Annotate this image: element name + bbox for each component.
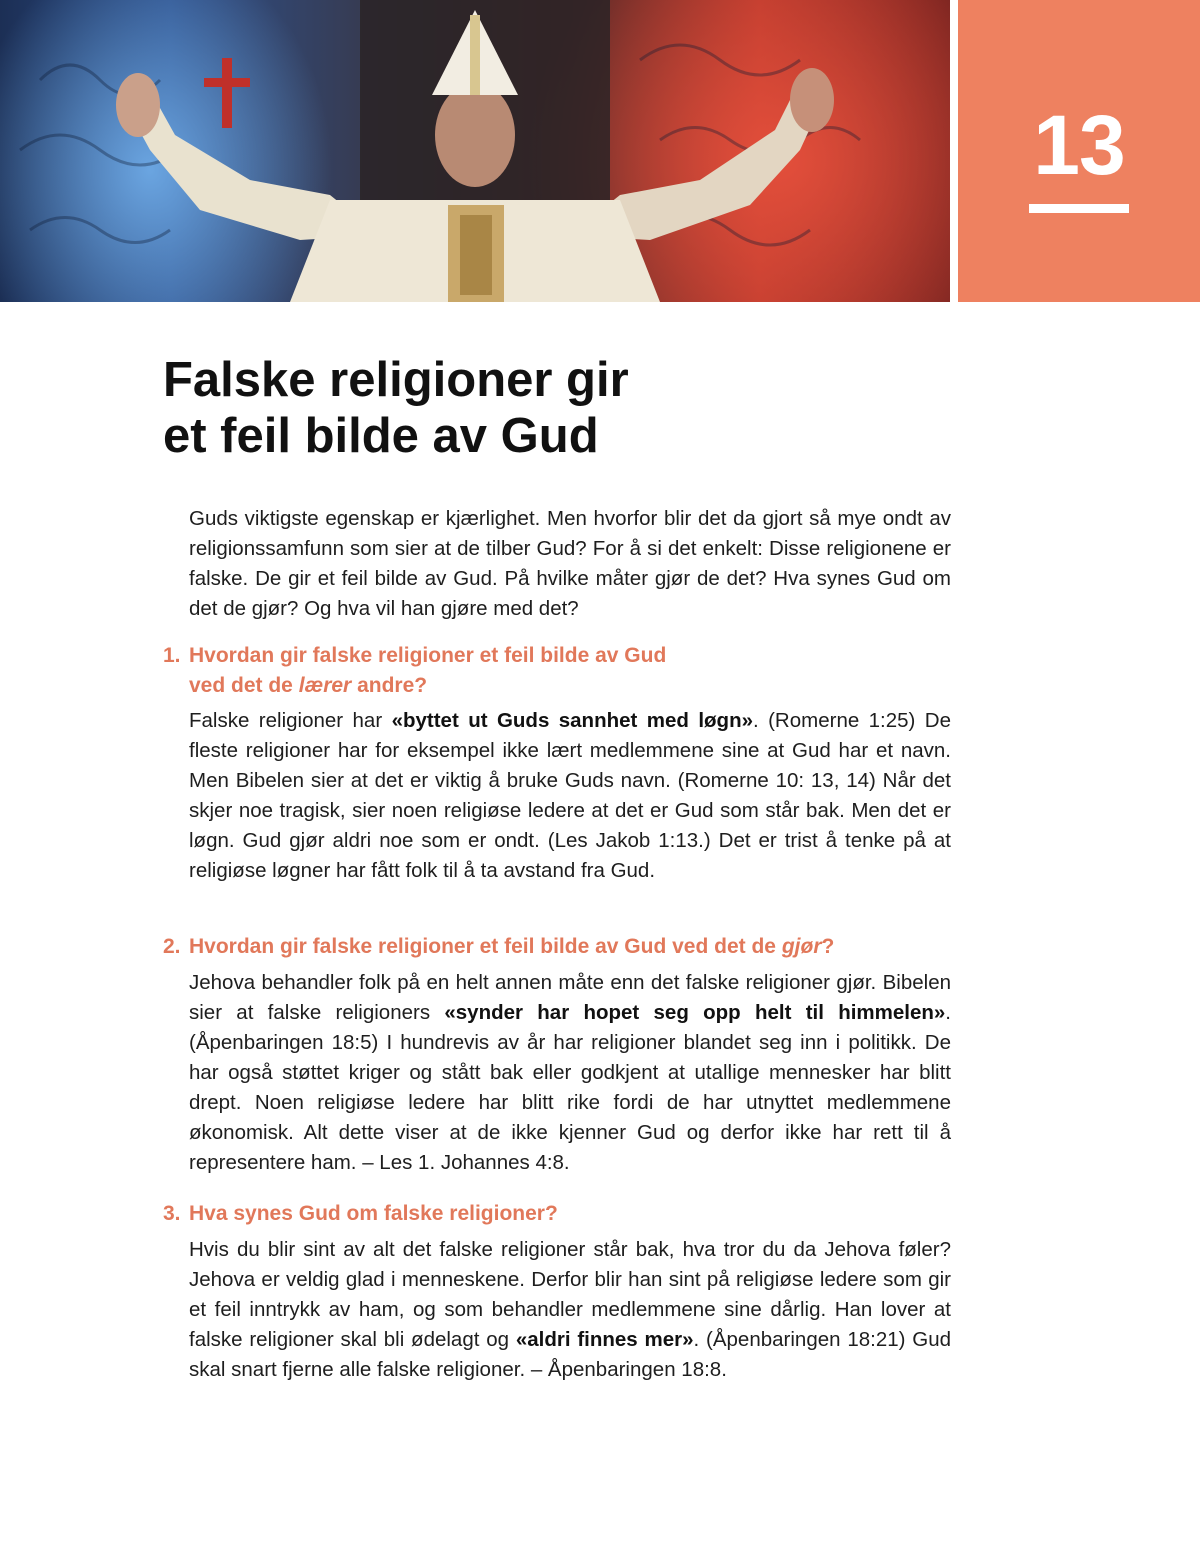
scripture-quote: «aldri finnes mer» [515, 1328, 694, 1351]
scripture-quote: «synder har hopet seg opp helt til himmelen» [444, 1001, 946, 1024]
answer-text: . (Åpenbaringen 18:5) I hundrevis av år har religioner blandet seg inn i politikk. De har også støttet kriger og stått bak eller godkjent at utallige mennesker har blitt drept. Noen religiøse ledere har blitt rike fordi de har utnyttet medlemmene økonomisk. Alt dette viser at de ikke kjenner Gud og derfor ikke har rett til å representere ham. – Les 1. Johannes 4:8. [189, 1001, 951, 1174]
answer-text: . (Åpenbaringen 18:21) Gud skal snart fjerne alle falske religioner. – Åpenbaringen 18:8. [189, 1328, 951, 1381]
question-text: Hva synes Gud om falske religioner? [189, 1202, 558, 1225]
question-text: Hvordan gir falske religioner et feil bilde av Gud [189, 644, 667, 667]
answer-text: Hvis du blir sint av alt det falske religioner står bak, hva tror du da Jehova føler? Jehova er veldig glad i menneskene. Derfor blir han sint på religiøse ledere som gir et feil inntrykk av ham, og som behandler medlemmene sine dårlig. Han lover at falske religioner skal bli ødelagt og [189, 1238, 951, 1351]
question-emphasis: gjør [781, 935, 822, 958]
answer-2 [189, 968, 951, 1178]
intro-paragraph: Guds viktigste egenskap er kjærlighet. Men hvorfor blir det da gjort så mye ondt av religionssamfunn som sier at de tilber Gud? For å si det enkelt: Disse religionene er falske. De gir et feil bilde av Gud. På hvilke måter gjør de det? Hva synes Gud om det de gjør? Og hva vil han gjøre med det? [189, 507, 951, 620]
question-number: 1. [163, 644, 181, 667]
answer-text: . (Romerne 1:25) De fleste religioner har for eksempel ikke lært medlemmene sine at Gud har et navn. Men Bibelen sier at det er viktig å bruke Guds navn. (Romerne 10: 13, 14) Når det skjer noe tragisk, sier noen religiøse ledere at det er Gud som står bak. Men det er løgn. Gud gjør aldri noe som er ondt. (Les Jakob 1:13.) Det er trist å tenke på at religiøse løgner har fått folk til å ta avstand fra Gud. [189, 709, 952, 882]
religious-leader-illustration [0, 0, 950, 302]
question-text-part: andre? [351, 674, 428, 697]
question-2 [163, 932, 953, 962]
question-text-part: ved det de [189, 674, 299, 697]
question-text-part: ? [821, 935, 835, 958]
question-number: 3. [163, 1202, 181, 1225]
answer-1 [189, 706, 951, 886]
right-hand [790, 68, 834, 132]
page-title [163, 352, 923, 464]
left-hand [116, 73, 160, 137]
answer-text: Falske religioner har [189, 709, 392, 732]
question-number: 2. [163, 935, 181, 958]
question-text: Hvordan gir falske religioner et feil bilde av Gud ved det de [189, 935, 782, 958]
question-emphasis: lærer [298, 674, 352, 697]
chapter-number: 13 [1033, 98, 1125, 192]
header-photo [0, 0, 950, 302]
question-1 [163, 641, 953, 701]
face [435, 83, 515, 187]
answer-text: Jehova behandler folk på en helt annen måte enn det falske religioner gjør. Bibelen sier at falske religioners [189, 971, 951, 1024]
scripture-quote: «byttet ut Guds sannhet med løgn» [391, 709, 753, 732]
cross-icon [204, 58, 250, 128]
chapter-tab [958, 0, 1200, 302]
question-3 [163, 1199, 953, 1229]
chapter-underline [1029, 204, 1129, 213]
page-title-line-2: et feil bilde av Gud [163, 409, 599, 463]
answer-3 [189, 1235, 951, 1385]
page-title-line-1: Falske religioner gir [163, 353, 629, 407]
question-text-line-2 [163, 671, 953, 701]
